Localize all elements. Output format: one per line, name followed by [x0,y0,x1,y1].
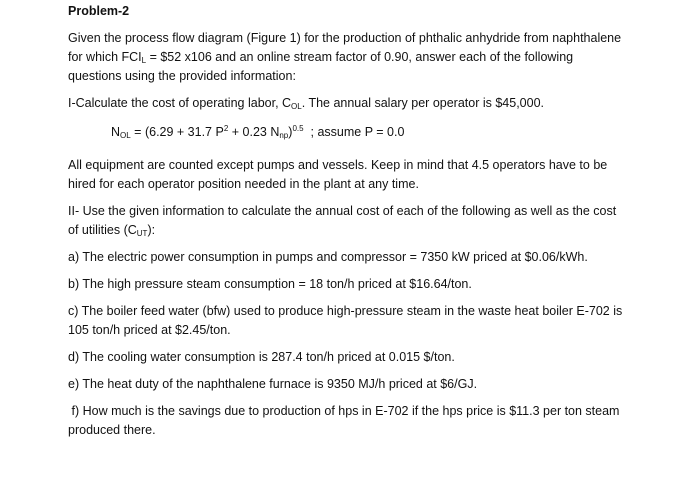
part2-text-end: ): [147,223,156,237]
part1-text-end: . The annual salary per operator is $45,000. [301,96,545,110]
intro-text-end: = $52 x106 and an online stream factor of 0.90, answer each of the following questions using the provided information: [68,50,574,83]
cut-subscript: UT [136,229,148,238]
item-e: e) The heat duty of the naphthalene furnace is 9350 MJ/h priced at $6/GJ. [68,377,478,391]
item-b: b) The high pressure steam consumption = 18 ton/h priced at $16.64/ton. [68,277,472,291]
item-c: c) The boiler feed water (bfw) used to produce high-pressure steam in the waste heat boiler E-702 is 105 ton/h priced at $2.45/ton. [68,304,623,337]
item-a: a) The electric power consumption in pumps and compressor = 7350 kW priced at $0.06/kWh. [68,250,588,264]
formula-n: N [111,125,121,139]
formula-assumption: ; assume P = 0.0 [303,125,405,139]
part1-text-start: I-Calculate the cost of operating labor, C [68,96,292,110]
col-subscript: OL [291,102,302,111]
fci-subscript: L [141,56,147,65]
part2-question [68,202,628,240]
problem-document [68,2,628,448]
formula-mid: = (6.29 + 31.7 P [130,125,224,139]
intro-text-start: Given the process flow diagram (Figure 1) for the production of phthalic anhydride from naphthalene for which FCI [68,31,622,64]
part1-question [68,94,628,113]
formula-nol-subscript: OL [120,131,131,140]
formula-close: ) [288,125,293,139]
formula-p-superscript: 2 [223,124,229,133]
item-d: d) The cooling water consumption is 287.4 ton/h priced at 0.015 $/ton. [68,350,455,364]
intro-paragraph [68,29,628,86]
equipment-note: All equipment are counted except pumps and vessels. Keep in mind that 4.5 operators have to be hired for each operator position needed in the plant at any time. [68,158,608,191]
part2-text-start: II- Use the given information to calculate the annual cost of each of the following as well as the cost of utilities (C [68,204,617,237]
labor-formula [68,123,628,142]
item-f: f) How much is the savings due to production of hps in E-702 if the hps price is $11.3 per ton steam produced there. [68,404,623,437]
formula-exponent: 0.5 [292,124,304,133]
formula-np-subscript: np [279,131,289,140]
problem-title: Problem-2 [68,4,130,18]
formula-mid2: + 0.23 N [228,125,280,139]
